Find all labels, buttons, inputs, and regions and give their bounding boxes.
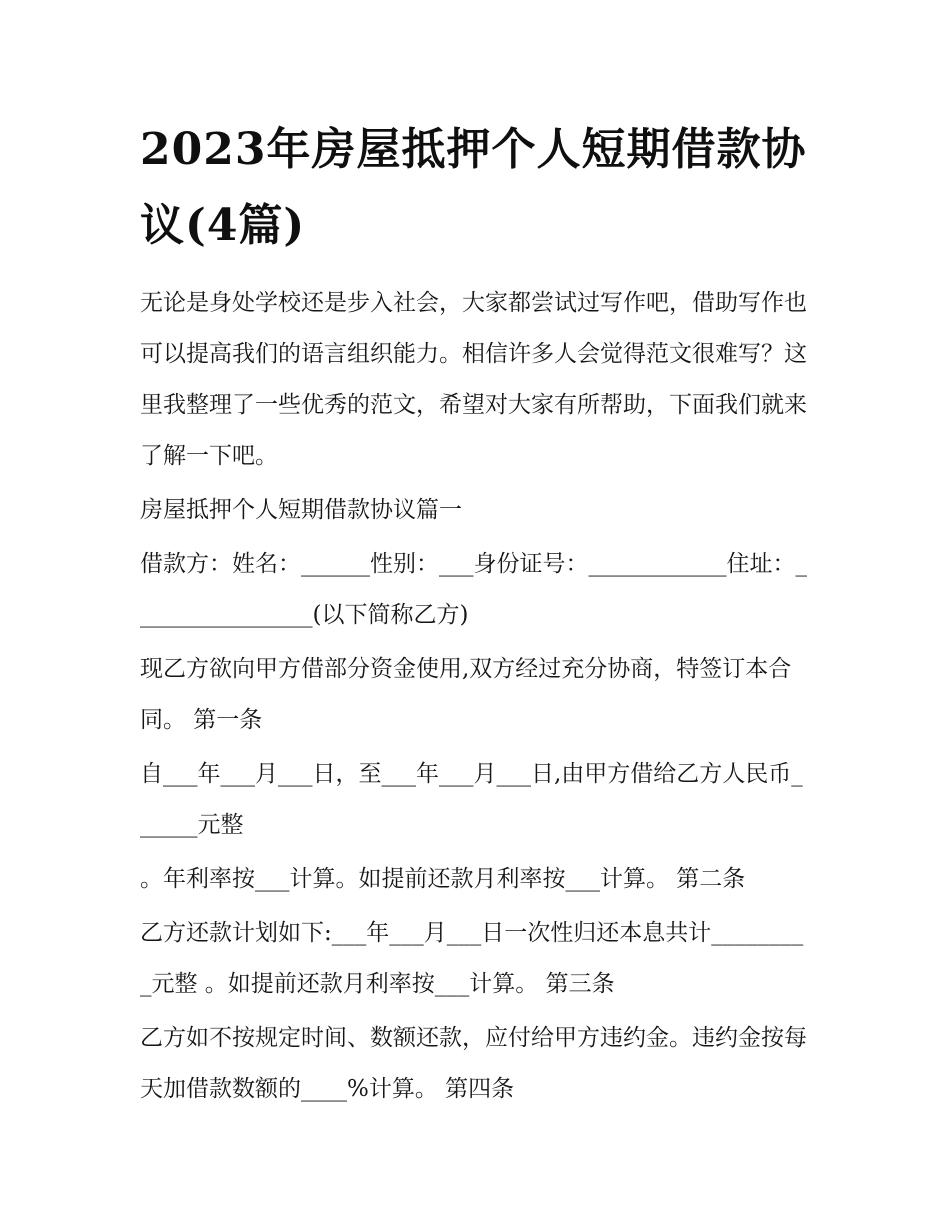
interest-rate-paragraph: 。年利率按___计算。如提前还款月利率按___计算。 第二条 [140,866,746,892]
intro-paragraph: 无论是身处学校还是步入社会，大家都尝试过写作吧，借助写作也可以提高我们的语言组织能力。相信许多人会觉得范文很难写？这里我整理了一些优秀的范文，希望对大家有所帮助，下面我们就来了解一下吧。 [140,290,807,469]
section-heading: 房屋抵押个人短期借款协议篇一 [140,497,462,523]
penalty-paragraph: 乙方如不按规定时间、数额还款，应付给甲方违约金。违约金按每天加借款数额的____%计算。 第四条 [140,1025,807,1102]
loan-period-paragraph: 自___年___月___日，至___年___月___日,由甲方借给乙方人民币______元整 [140,761,803,838]
document-title: 2023年房屋抵押个人短期借款协议(4篇) [140,124,807,251]
agreement-intro-paragraph: 现乙方欲向甲方借部分资金使用,双方经过充分协商，特签订本合同。 第一条 [140,656,792,733]
borrower-info-paragraph: 借款方：姓名：______性别：___身份证号：____________住址：________________(以下简称乙方) [140,551,807,628]
repayment-plan-paragraph: 乙方还款计划如下:___年___月___日一次性归还本息共计_________元整 。如提前还款月利率按___计算。 第三条 [140,920,804,997]
document-body [140,278,812,1118]
